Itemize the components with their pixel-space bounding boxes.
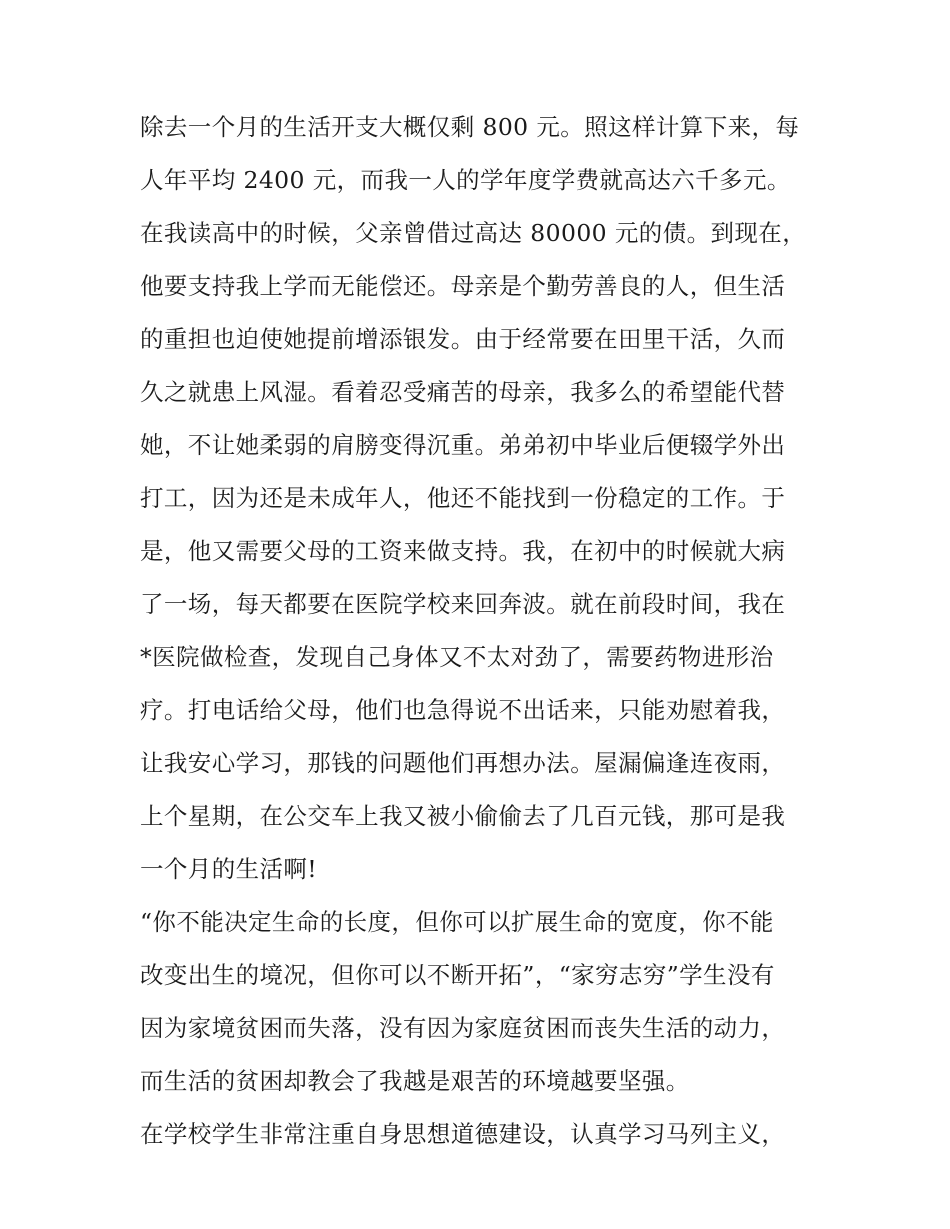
text-line: 她，不让她柔弱的肩膀变得沉重。弟弟初中毕业后便辍学外出 — [140, 431, 786, 459]
text-line: 的重担也迫使她提前增添银发。由于经常要在田里干活，久而 — [140, 325, 786, 353]
text-line: 上个星期，在公交车上我又被小偷偷去了几百元钱，那可是我 — [140, 802, 786, 830]
text-line: 因为家境贫困而失落，没有因为家庭贫困而丧失生活的动力， — [140, 1014, 786, 1042]
text-line: *医院做检查，发现自己身体又不太对劲了，需要药物进形治 — [140, 643, 774, 671]
text-line: 人年平均 2400 元，而我一人的学年度学费就高达六千多元。 — [140, 166, 791, 194]
text-line: 在学校学生非常注重自身思想道德建设，认真学习马列主义， — [140, 1120, 786, 1148]
text-line: 让我安心学习，那钱的问题他们再想办法。屋漏偏逢连夜雨， — [140, 749, 786, 777]
text-line: 了一场，每天都要在医院学校来回奔波。就在前段时间，我在 — [140, 590, 786, 618]
document-body — [140, 101, 820, 1161]
text-line: 他要支持我上学而无能偿还。母亲是个勤劳善良的人，但生活 — [140, 272, 786, 300]
text-line: 除去一个月的生活开支大概仅剩 800 元。照这样计算下来，每 — [140, 113, 800, 141]
text-line: 一个月的生活啊! — [140, 855, 318, 883]
text-line: 打工，因为还是未成年人，他还不能找到一份稳定的工作。于 — [140, 484, 786, 512]
text-line: 久之就患上风湿。看着忍受痛苦的母亲，我多么的希望能代替 — [140, 378, 786, 406]
text-line: 是，他又需要父母的工资来做支持。我，在初中的时候就大病 — [140, 537, 786, 565]
text-line: 改变出生的境况，但你可以不断开拓”，“家穷志穷”学生没有 — [140, 961, 775, 989]
text-line: “你不能决定生命的长度，但你可以扩展生命的宽度，你不能 — [140, 908, 774, 936]
text-line: 疗。打电话给父母，他们也急得说不出话来，只能劝慰着我， — [140, 696, 786, 724]
text-line: 在我读高中的时候，父亲曾借过高达 80000 元的债。到现在， — [140, 219, 807, 247]
text-line: 而生活的贫困却教会了我越是艰苦的环境越要坚强。 — [140, 1067, 690, 1095]
